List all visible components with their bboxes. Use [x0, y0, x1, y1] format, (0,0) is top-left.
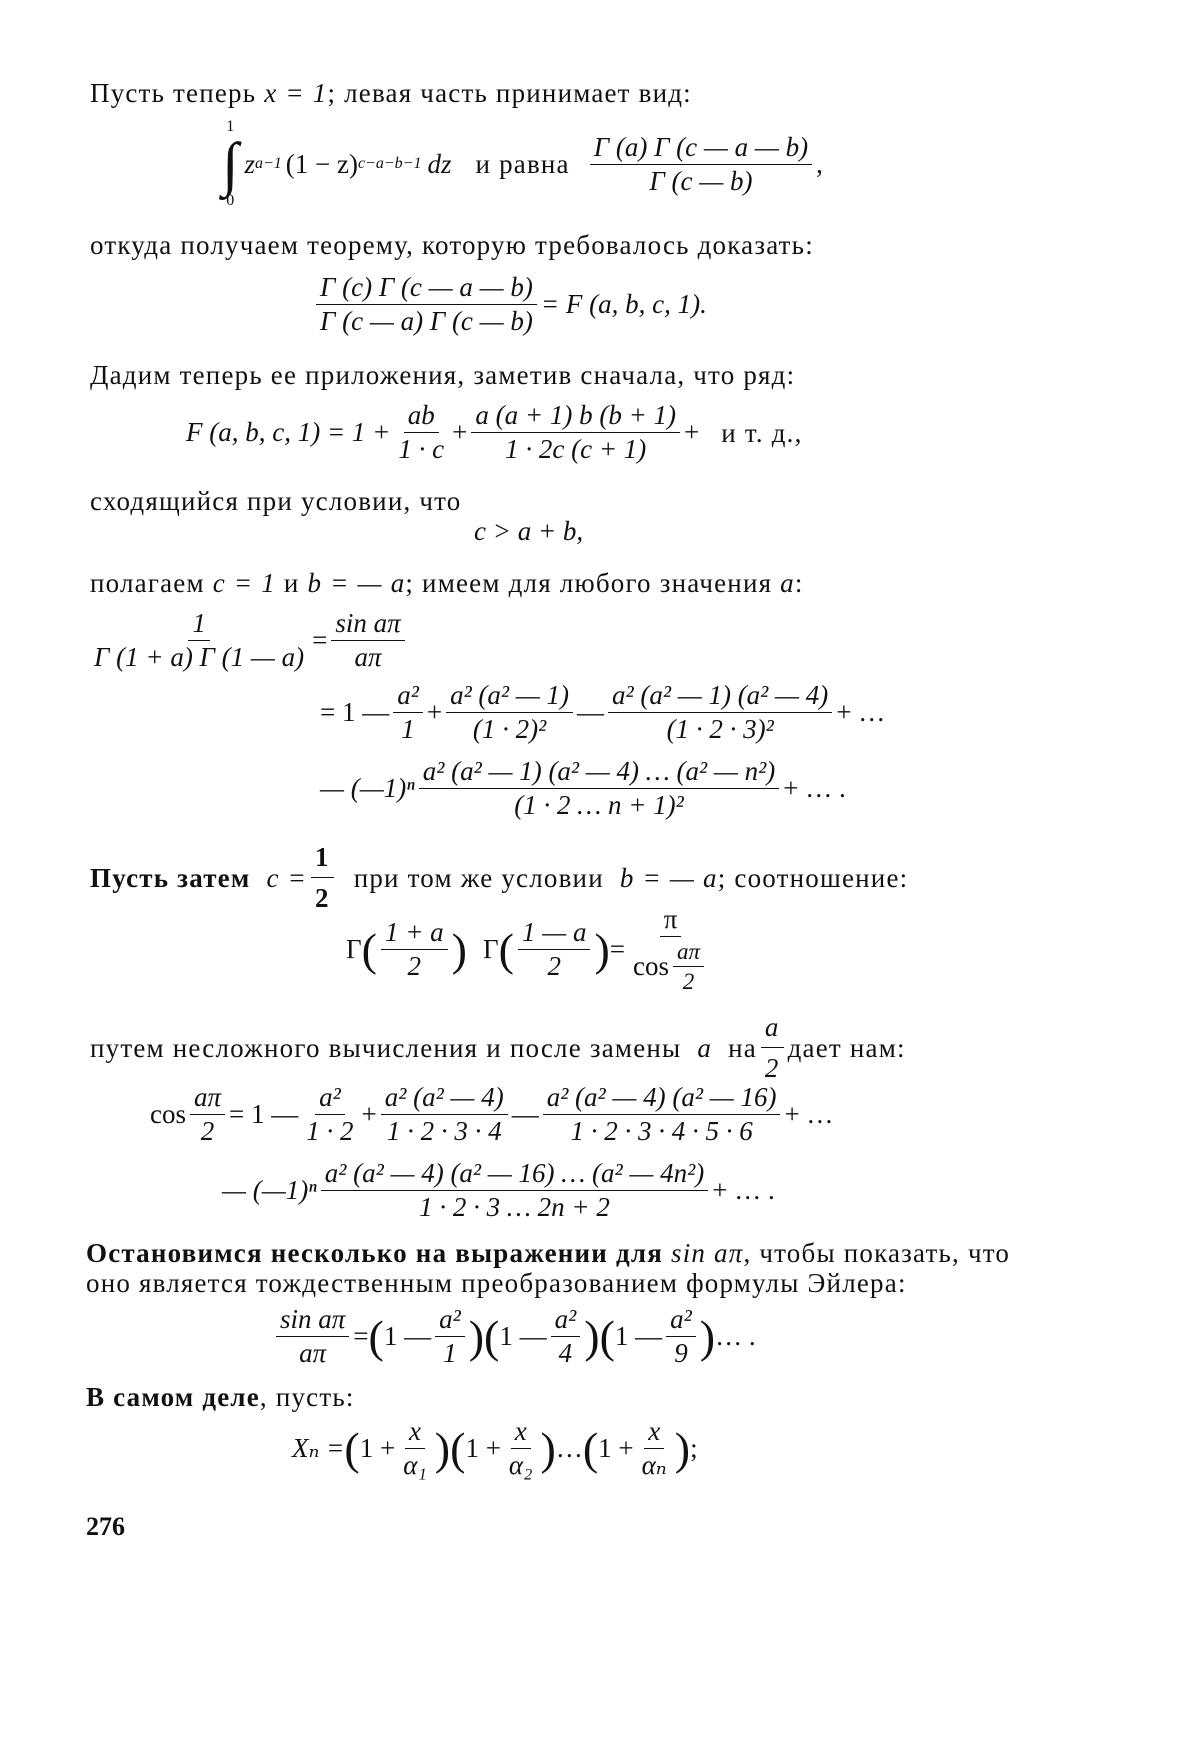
fraction	[446, 682, 573, 743]
left-paren: (	[599, 1310, 615, 1362]
text: Пусть затем	[90, 862, 251, 893]
math-inline: c =	[266, 862, 307, 893]
right-paren: )	[434, 1422, 451, 1474]
denominator: α₁	[403, 1450, 427, 1480]
condition: c > a + b,	[474, 516, 584, 546]
text: на	[728, 1032, 757, 1063]
paragraph-line	[90, 76, 1200, 110]
numerator: Γ (c) Γ (c — a — b)	[316, 274, 537, 305]
fraction	[302, 1084, 357, 1145]
fraction-one-half	[311, 840, 334, 915]
fraction	[518, 919, 591, 980]
integral-sign	[222, 118, 238, 210]
equation-product-xn	[292, 1418, 1200, 1479]
numerator: 1	[188, 610, 210, 641]
term: 1 —	[614, 1321, 663, 1351]
numerator: 1 — a	[518, 919, 591, 950]
fraction	[590, 131, 812, 196]
operator: + … .	[712, 1175, 775, 1205]
denominator: (1 · 2)²	[472, 714, 547, 744]
fraction	[419, 758, 779, 819]
denominator: 1 · 2	[306, 1116, 354, 1146]
left-paren: (	[361, 923, 377, 975]
denominator	[629, 937, 712, 993]
equation-integral	[222, 118, 1200, 210]
term: 1 —	[499, 1321, 547, 1351]
fraction-a-half	[761, 1010, 784, 1085]
numerator: a (a + 1) b (b + 1)	[471, 402, 680, 433]
right-paren: )	[594, 923, 610, 975]
operator: + …	[784, 1099, 834, 1129]
fraction	[551, 1306, 581, 1367]
text: при том же условии	[353, 862, 604, 893]
numerator: a	[761, 1010, 784, 1048]
denominator: 1 · 2 · 3 · 4 · 5 · 6	[570, 1116, 753, 1146]
math-inline: c = 1	[212, 568, 276, 598]
numerator: a² (a² — 4)	[381, 1084, 508, 1115]
text: , пусть:	[259, 1382, 355, 1412]
fraction	[471, 402, 680, 463]
equation-euler-product	[272, 1306, 1200, 1367]
fraction	[393, 682, 423, 743]
math-inline: sin aπ	[670, 1238, 744, 1268]
right-paren: )	[468, 1310, 485, 1362]
math-inline: b = — a	[619, 862, 718, 893]
right-paren: )	[540, 1422, 556, 1474]
operator: —	[577, 697, 605, 727]
text: и	[275, 568, 308, 598]
equation-theorem	[312, 274, 1200, 335]
paragraph-line	[86, 1236, 1200, 1270]
fraction	[435, 1306, 465, 1367]
numerator: a²	[551, 1306, 581, 1337]
text: ; соотношение:	[717, 862, 909, 893]
numerator: 1	[311, 840, 334, 878]
numerator: a²	[393, 682, 423, 713]
text: и т. д.,	[721, 417, 803, 448]
operator: —	[511, 1099, 539, 1129]
denominator: aπ	[299, 1338, 327, 1368]
paragraph-line	[90, 566, 1200, 600]
numerator: a² (a² — 1) (a² — 4) … (a² — n²)	[419, 758, 779, 789]
page-number: 276	[86, 1512, 125, 1541]
math-inline: b = — a	[307, 568, 406, 598]
punctuation: ;	[690, 1433, 698, 1463]
left-paren: (	[582, 1422, 599, 1474]
cos-function: cos	[150, 1099, 186, 1129]
denominator: αₙ	[641, 1450, 667, 1480]
paragraph-line	[90, 840, 1200, 915]
numerator: sin aπ	[331, 610, 404, 641]
fraction	[276, 1306, 349, 1367]
left-paren: (	[344, 1422, 360, 1474]
left-paren: (	[450, 1422, 466, 1474]
operator: +	[426, 697, 443, 727]
denominator: 1 · c	[398, 434, 445, 464]
numerator: a²	[315, 1084, 345, 1115]
fraction	[666, 1306, 696, 1367]
operator: = 1 —	[229, 1099, 299, 1129]
paragraph-line	[86, 1380, 1200, 1414]
denominator: 4	[558, 1338, 573, 1368]
ellipsis: …	[555, 1433, 583, 1463]
right-paren: )	[699, 1310, 716, 1362]
left-paren: (	[368, 1310, 384, 1362]
math-inline: x = 1	[264, 78, 328, 108]
text: сходящийся при условии, что	[90, 486, 462, 516]
differential: dz	[427, 148, 452, 179]
numerator: a² (a² — 4) (a² — 16)	[543, 1084, 781, 1115]
equation-sine-series-row2	[320, 758, 1200, 819]
fraction	[316, 274, 537, 335]
paragraph-line	[86, 1266, 1200, 1300]
text: ; левая часть принимает вид:	[327, 78, 692, 108]
numerator: aπ	[190, 1084, 225, 1115]
numerator: π	[660, 906, 682, 937]
text: В самом деле	[86, 1382, 260, 1412]
math-inline: a	[697, 1032, 713, 1063]
denominator: 2	[200, 1116, 215, 1146]
fraction	[543, 1084, 781, 1145]
text: Остановимся несколько на выражении для	[86, 1238, 664, 1268]
numerator: aπ	[673, 940, 704, 967]
text: , чтобы показать, что	[743, 1238, 1011, 1268]
numerator: a² (a² — 1)	[446, 682, 573, 713]
sign-factor: — (—1)ⁿ	[320, 773, 415, 803]
fraction	[629, 906, 712, 993]
denominator: 1	[401, 714, 415, 744]
right-paren: )	[674, 1422, 691, 1474]
cos-function: cos	[633, 951, 670, 981]
lhs: F (a, b, c, 1) = 1 +	[186, 417, 391, 447]
term: 1 +	[465, 1433, 501, 1463]
text: путем несложного вычисления и после замены	[90, 1032, 682, 1063]
denominator: 2	[682, 969, 695, 994]
fraction	[381, 1084, 508, 1145]
operator: + …	[836, 697, 886, 727]
denominator: 1	[443, 1338, 457, 1368]
denominator: 1 · 2 · 3 … 2n + 2	[419, 1192, 610, 1222]
denominator: 9	[674, 1338, 688, 1368]
punctuation: ,	[816, 148, 823, 179]
rhs: = F (a, b, c, 1).	[540, 289, 707, 319]
lhs: Xₙ =	[292, 1433, 345, 1463]
denominator: Γ (c — a) Γ (c — b)	[320, 306, 533, 336]
integrand-factor: (1 − z)	[285, 148, 358, 179]
numerator: a²	[666, 1306, 696, 1337]
gamma-symbol: Γ	[346, 934, 362, 964]
operator: = 1 —	[320, 697, 390, 727]
fraction	[190, 1084, 225, 1145]
fraction	[673, 940, 704, 993]
fraction	[394, 402, 448, 463]
denominator: (1 · 2 … n + 1)²	[514, 790, 684, 820]
fraction	[638, 1418, 671, 1479]
fraction	[608, 682, 832, 743]
denominator: 2	[315, 883, 330, 913]
equation-cosine-series-row2	[222, 1160, 1200, 1221]
fraction	[90, 610, 308, 671]
fraction	[381, 919, 448, 980]
math-inline: a	[780, 568, 795, 598]
numerator: a² (a² — 4) (a² — 16) … (a² — 4n²)	[321, 1160, 708, 1191]
text: :	[794, 568, 804, 598]
operator: +	[684, 417, 700, 447]
text: Дадим теперь ее приложения, заметив сначала, что ряд:	[90, 360, 796, 390]
denominator: Γ (1 + a) Γ (1 — a)	[94, 642, 305, 672]
paragraph-line	[90, 358, 1200, 392]
numerator: ab	[404, 402, 439, 433]
text: полагаем	[90, 568, 205, 598]
fraction	[321, 1160, 708, 1221]
equation-sine-series-row1	[320, 682, 1200, 743]
denominator: α₂	[508, 1450, 533, 1480]
operator: =	[312, 625, 328, 655]
left-paren: (	[484, 1310, 500, 1362]
numerator: x	[644, 1418, 664, 1449]
text: Пусть теперь	[90, 78, 257, 108]
left-paren: (	[498, 923, 514, 975]
denominator: 2	[764, 1053, 780, 1083]
right-paren: )	[584, 1310, 600, 1362]
fraction	[399, 1418, 431, 1479]
term: 1 —	[383, 1321, 432, 1351]
operator: =	[353, 1321, 369, 1351]
numerator: x	[405, 1418, 425, 1449]
text: оно является тождественным преобразованием формулы Эйлера:	[86, 1268, 907, 1298]
exponent: c−a−b−1	[357, 155, 422, 172]
denominator: 2	[407, 951, 422, 981]
integral-lower-limit: 0	[226, 192, 235, 209]
text: ; имеем для любого значения	[405, 568, 773, 598]
denominator: 1 · 2c (c + 1)	[505, 434, 647, 464]
text: откуда получаем теорему, которую требовалось доказать:	[90, 230, 814, 260]
right-paren: )	[451, 923, 467, 975]
equation-gamma-reflection	[346, 906, 1200, 993]
fraction	[331, 610, 404, 671]
sign-factor: — (—1)ⁿ	[222, 1175, 317, 1205]
equation-series	[186, 402, 1200, 463]
exponent: a−1	[254, 155, 282, 172]
operator: =	[609, 934, 626, 964]
term: 1 +	[359, 1433, 396, 1463]
ellipsis: … .	[715, 1321, 756, 1351]
text: дает нам:	[787, 1032, 906, 1063]
gamma-symbol: Γ	[483, 934, 499, 964]
paragraph-line	[90, 484, 1200, 518]
denominator: aπ	[354, 642, 382, 672]
integral-upper-limit: 1	[226, 118, 235, 135]
term: 1 +	[598, 1433, 634, 1463]
numerator: Γ (a) Γ (c — a — b)	[590, 134, 812, 165]
operator: +	[452, 417, 468, 447]
paragraph-line	[90, 228, 1200, 262]
denominator: 2	[547, 951, 561, 981]
integral-symbol: ∫	[222, 131, 239, 197]
numerator: a²	[435, 1306, 465, 1337]
fraction	[505, 1418, 537, 1479]
numerator: 1 + a	[381, 919, 448, 950]
equation-condition	[474, 518, 1200, 545]
paragraph-line	[90, 1010, 1200, 1085]
denominator: (1 · 2 · 3)²	[666, 714, 774, 744]
denominator: Γ (c — b)	[649, 165, 753, 196]
operator: +	[361, 1099, 377, 1129]
operator: + … .	[783, 773, 846, 803]
numerator: sin aπ	[276, 1306, 349, 1337]
integrand-z: z	[244, 148, 255, 179]
text: и равна	[475, 149, 570, 179]
equation-cosine-series-row1	[150, 1084, 1200, 1145]
numerator: a² (a² — 1) (a² — 4)	[608, 682, 832, 713]
equation-sine-series	[86, 610, 1200, 671]
numerator: x	[511, 1418, 531, 1449]
denominator: 1 · 2 · 3 · 4	[386, 1116, 502, 1146]
